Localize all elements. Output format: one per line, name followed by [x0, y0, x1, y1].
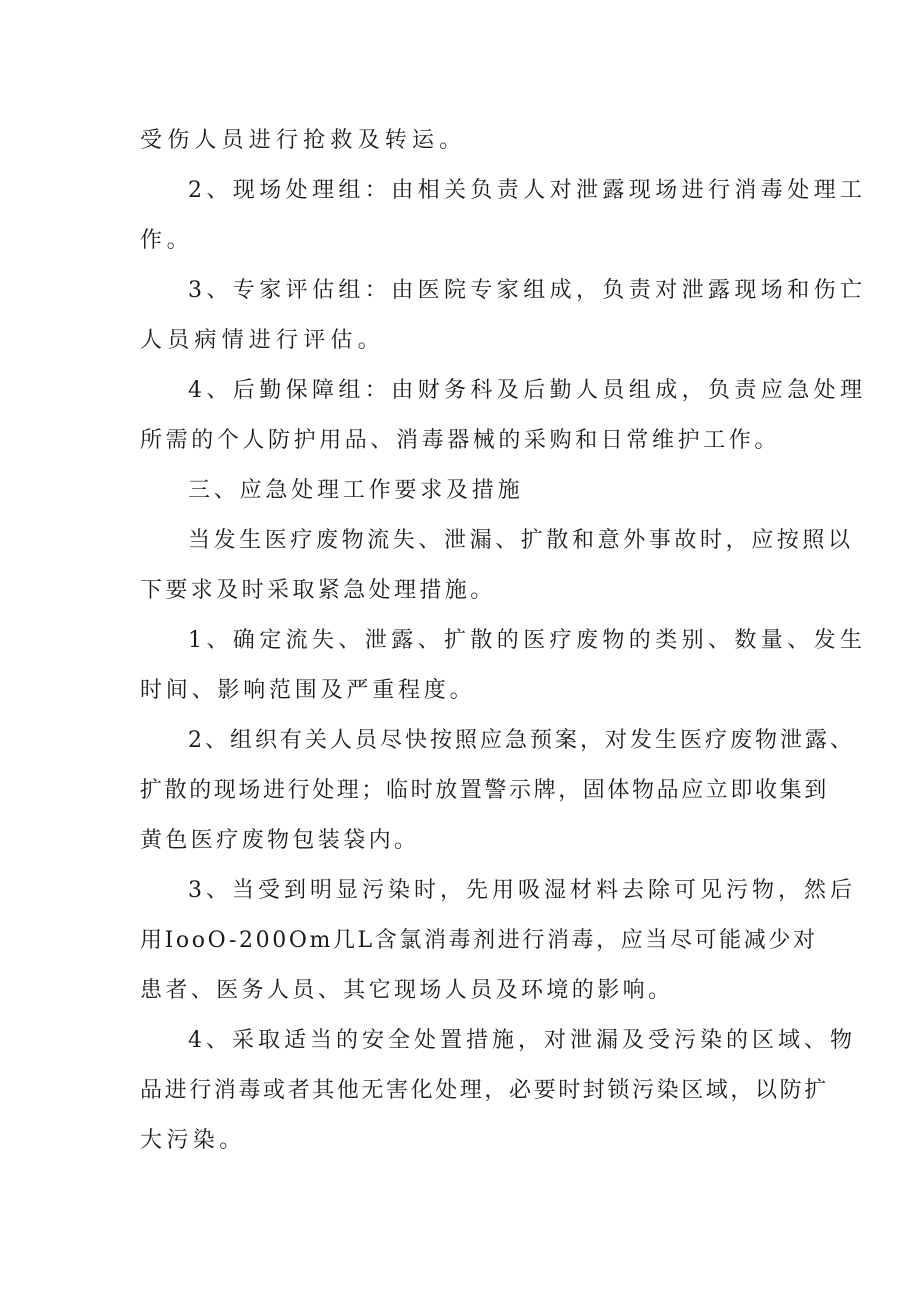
text-line-13: 2、组织有关人员尽快按照应急预案，对发生医疗废物泄露、: [188, 728, 855, 753]
text-line-19: 4、采取适当的安全处置措施，对泄漏及受污染的区域、物: [188, 1028, 856, 1053]
text-line-12: 时间、影响范围及严重程度。: [140, 678, 476, 703]
text-line-16: 3、当受到明显污染时，先用吸湿材料去除可见污物，然后: [188, 878, 856, 903]
text-line-10: 下要求及时采取紧急处理措施。: [140, 578, 496, 603]
text-line-3: 作。: [140, 228, 194, 253]
text-line-21: 大污染。: [140, 1128, 246, 1153]
text-line-4: 3、专家评估组：由医院专家组成，负责对泄露现场和伤亡: [188, 278, 867, 303]
text-line-6: 4、后勤保障组：由财务科及后勤人员组成，负责应急处理: [188, 378, 867, 403]
text-line-20: 品进行消毒或者其他无害化处理，必要时封锁污染区域，以防扩: [140, 1078, 829, 1103]
text-line-11: 1、确定流失、泄露、扩散的医疗废物的类别、数量、发生: [188, 628, 867, 653]
text-line-17: 用IooO-200Om几L含氯消毒剂进行消毒，应当尽可能减少对: [140, 928, 818, 953]
text-line-1: 受伤人员进行抢救及转运。: [140, 128, 467, 153]
text-line-9: 当发生医疗废物流失、泄漏、扩散和意外事故时，应按照以: [188, 528, 854, 553]
text-line-7: 所需的个人防护用品、消毒器械的采购和日常维护工作。: [140, 428, 781, 453]
text-line-2: 2、现场处理组：由相关负责人对泄露现场进行消毒处理工: [188, 178, 867, 203]
text-line-18: 患者、医务人员、其它现场人员及环境的影响。: [140, 978, 674, 1003]
text-line-14: 扩散的现场进行处理；临时放置警示牌，固体物品应立即收集到: [140, 778, 829, 803]
text-line-15: 黄色医疗废物包装袋内。: [140, 828, 420, 853]
section-heading: 三、应急处理工作要求及措施: [188, 478, 524, 503]
text-line-5: 人员病情进行评估。: [140, 328, 385, 353]
